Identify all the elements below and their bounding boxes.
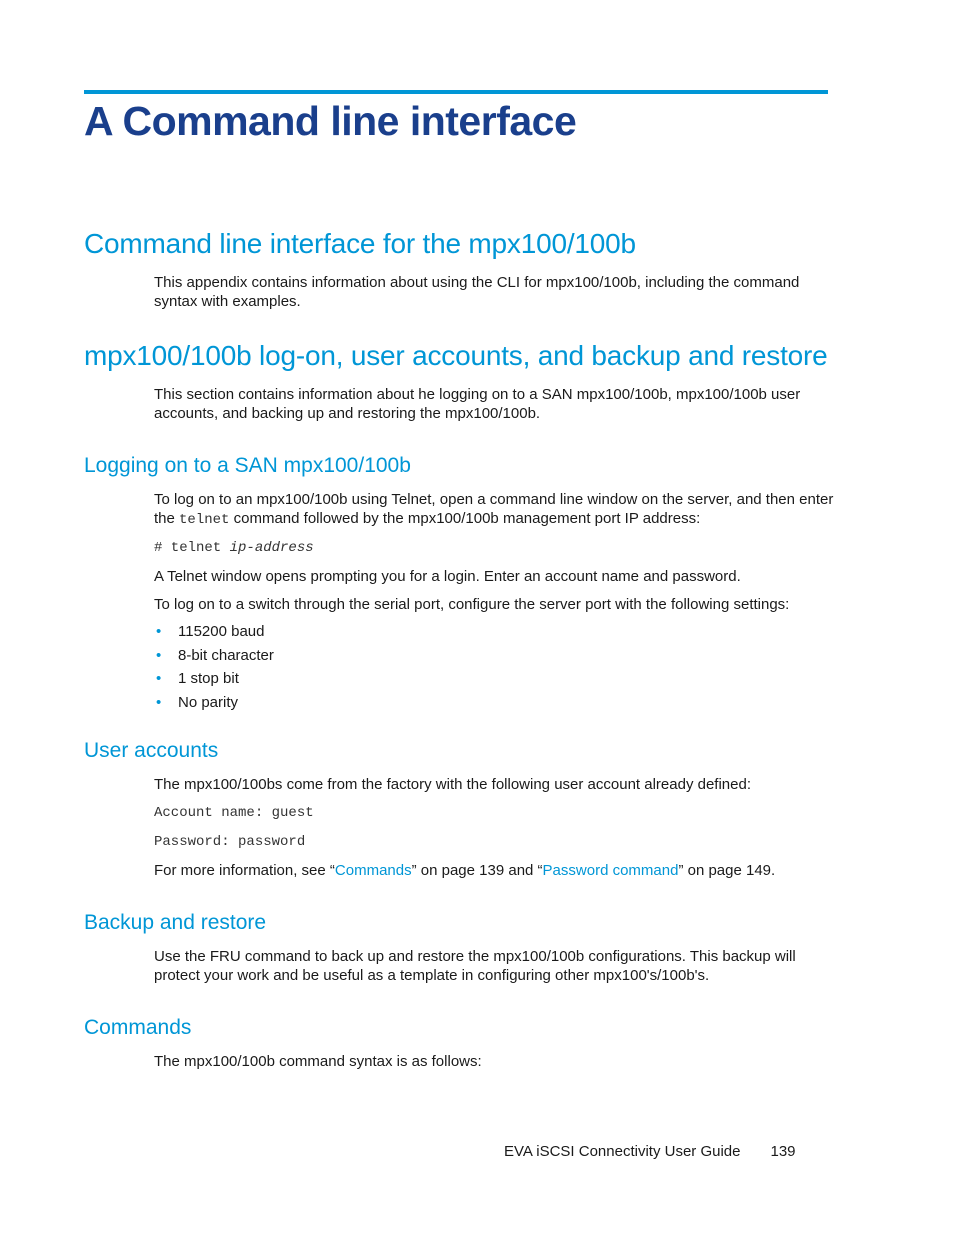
logon-body: This section contains information about he logging on to a SAN mpx100/100b, mpx100/100b user accounts, and backing up and restoring the mpx100/100b. [154,386,801,422]
logging-body-pre: To log on to an mpx100/100b using Telnet, open a command line window on the server, and then enter the [154,491,834,527]
heading-backup-restore: Backup and restore [84,911,267,934]
account-name-line: Account name: guest [154,805,314,821]
chapter-title: A Command line interface [84,98,577,144]
logging-body [154,490,834,530]
cli-body: This appendix contains information about using the CLI for mpx100/100b, including the command syntax with examples. [154,274,800,310]
bullet-icon: • [156,646,162,664]
telnet-command-example [154,540,314,556]
commands-link[interactable]: Commands [334,862,412,879]
page-footer [504,1143,796,1160]
list-item: • No parity [156,694,239,712]
bullet-icon: • [156,670,162,688]
footer-guide-title: EVA iSCSI Connectivity User Guide [504,1143,741,1160]
bullet-icon: • [156,694,162,712]
list-item: • 115200 baud [156,623,265,640]
telnet-note: A Telnet window opens prompting you for a login. Enter an account name and password. [154,568,741,585]
logging-body-post: command followed by the mpx100/100b management port IP address: [229,510,701,527]
password-line: Password: password [154,834,306,850]
bullet-icon: • [156,623,162,640]
backup-body: Use the FRU command to back up and restore the mpx100/100b configurations. This backup will protect your work and be useful as a template in configuring other mpx100's/100b's. [154,948,796,984]
list-item: • 8-bit character [156,646,274,664]
list-item: • 1 stop bit [156,670,239,688]
footer-page-number: 139 [770,1143,796,1160]
serial-note: To log on to a switch through the serial port, configure the server port with the following settings: [154,596,790,613]
chapter-rule [84,90,828,94]
heading-logon: mpx100/100b log-on, user accounts, and backup and restore [84,340,828,371]
commands-body: The mpx100/100b command syntax is as follows: [154,1053,482,1070]
telnet-command: # telnet [154,540,230,556]
heading-logging-on: Logging on to a SAN mpx100/100b [84,454,411,477]
user-accounts-body: The mpx100/100bs come from the factory with the following user account already defined: [154,776,751,793]
heading-commands: Commands [84,1016,192,1039]
more-info: For more information, see “Commands” on page 139 and “Password command” on page 149. [154,862,776,879]
heading-user-accounts: User accounts [84,739,219,762]
heading-cli: Command line interface for the mpx100/100b [84,228,636,259]
telnet-argument: ip-address [229,540,314,556]
telnet-inline-code: telnet [179,512,230,528]
password-command-link[interactable]: Password command [542,862,679,879]
serial-settings-list [154,622,274,717]
